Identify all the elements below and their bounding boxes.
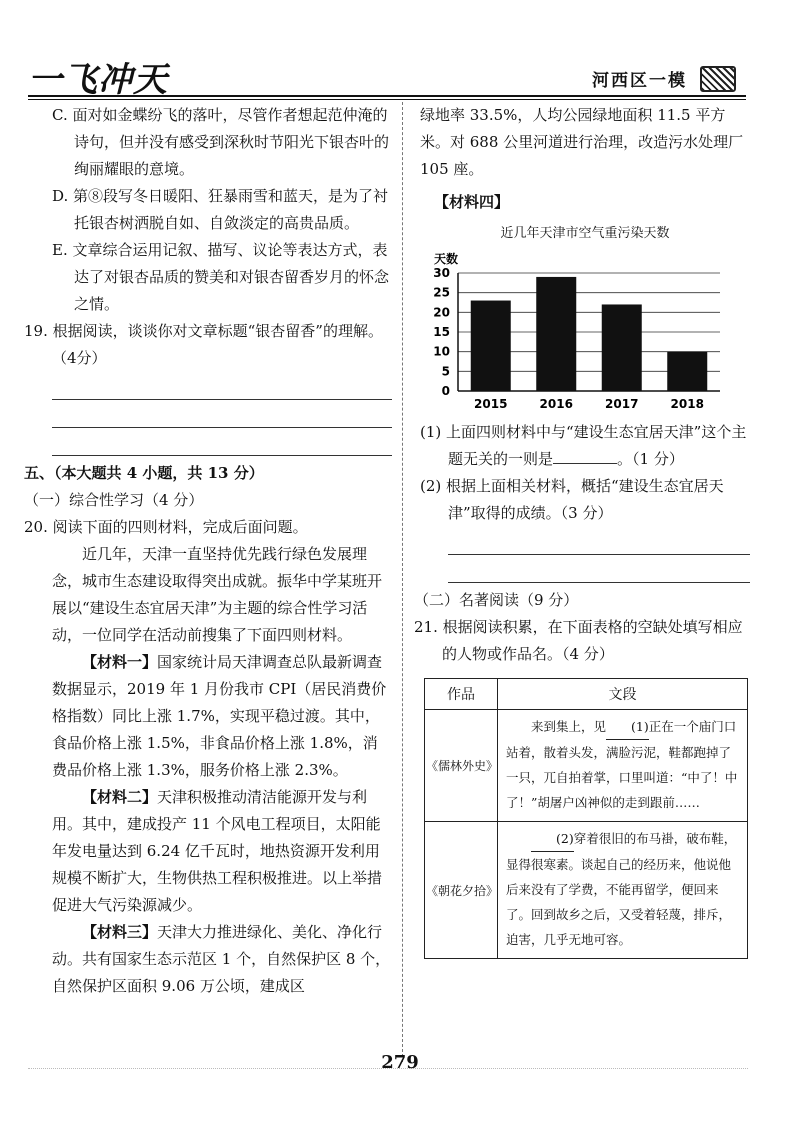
answer-line[interactable] — [52, 400, 392, 428]
x-tick-label: 2015 — [474, 397, 508, 411]
material-3-label: 【材料三】 — [82, 923, 158, 941]
y-tick-label: 10 — [433, 344, 450, 359]
y-tick-label: 30 — [433, 266, 450, 280]
answer-line[interactable] — [52, 428, 392, 456]
bar-2015 — [471, 301, 511, 391]
option-c: C. 面对如金蝶纷飞的落叶，尽管作者想起范仲淹的诗句，但并没有感受到深秋时节阳光下银杏叶的绚丽耀眼的意境。 — [52, 106, 390, 178]
sub-question-1-end: 。（1 分） — [617, 450, 684, 468]
y-axis-label: 天数 — [434, 252, 459, 266]
option-e: E. 文章综合运用记叙、描写、议论等表达方式，表达了对银杏品质的赞美和对银杏留香岁月的怀念之情。 — [52, 241, 390, 313]
table-row — [425, 822, 748, 959]
bars — [471, 277, 708, 391]
passage — [498, 710, 748, 822]
question-20: 20. 阅读下面的四则材料，完成后面问题。 — [24, 518, 308, 536]
header-rule — [28, 95, 746, 97]
passage — [498, 822, 748, 959]
sub-question-2: (2) 根据上面相关材料，概括“建设生态宜居天津”取得的成绩。（3 分） — [420, 477, 724, 522]
material-3-text: 天津大力推进绿化、美化、净化行动。共有国家生态示范区 1 个，自然保护区 8 个，自然保护区面积 9.06 万公顷，建成区 — [52, 923, 391, 995]
answer-line[interactable] — [52, 372, 392, 400]
sub-question-1 — [420, 419, 750, 473]
intro-paragraph: 近几年，天津一直坚持优先践行绿色发展理念，城市生态建设取得突出成就。振华中学某班开展以“建设生态宜居天津”为主题的综合性学习活动，一位同学在活动前搜集了下面四则材料。 — [52, 545, 383, 644]
chart-title: 近几年天津市空气重污染天数 — [500, 226, 670, 241]
section-5-heading: 五、（本大题共 4 小题，共 13 分） — [24, 464, 264, 482]
table-header-work: 作品 — [425, 679, 498, 710]
y-tick-label: 15 — [433, 325, 450, 339]
right-column — [414, 102, 750, 959]
material-4-label: 【材料四】 — [434, 193, 510, 211]
material-1-text: 国家统计局天津调查总队最新调查数据显示，2019 年 1 月份我市 CPI（居民消费价格指数）同比上涨 1.7%，实现平稳过渡。其中，食品价格上涨 1.5%，非食品价格上涨 1.8%，消费品价格上涨 1.3%，服务价格上涨 2.3%。 — [52, 653, 387, 779]
bar-2017 — [602, 304, 642, 391]
table-row — [425, 710, 748, 822]
brand-logo: 一飞冲天 — [28, 60, 168, 100]
work-name: 《朝花夕拾》 — [425, 822, 498, 959]
material-3-continued: 绿地率 33.5%，人均公园绿地面积 11.5 平方米。对 688 公里河道进行治理，改造污水处理厂 105 座。 — [420, 106, 744, 178]
decorative-badge-icon — [700, 66, 736, 92]
material-2-label: 【材料二】 — [82, 788, 158, 806]
y-tick-labels — [433, 266, 450, 398]
question-19: 19. 根据阅读，谈谈你对文章标题“银杏留香”的理解。（4分） — [24, 322, 383, 367]
passage-post: 正在一个庙门口站着，散着头发，满脸污泥，鞋都跑掉了一只，兀自拍着掌，口里叫道：“中了！中了！”胡屠户凶神似的走到跟前…… — [506, 719, 738, 810]
page-number: 279 — [381, 1052, 419, 1073]
x-tick-label: 2018 — [670, 397, 704, 411]
material-2 — [52, 784, 392, 919]
header-rule-thin — [28, 99, 746, 100]
answer-line[interactable] — [448, 555, 750, 583]
work-name: 《儒林外史》 — [425, 710, 498, 822]
answer-line[interactable] — [448, 527, 750, 555]
y-tick-label: 20 — [433, 305, 450, 320]
fill-blank-1[interactable]: (1) — [606, 714, 649, 740]
y-tick-label: 5 — [441, 364, 450, 379]
passage-post: 穿着很旧的布马褂，破布鞋，显得很寒素。谈起自己的经历来，他说他后来没有了学费，不能再留学，便回来了。回到故乡之后，又受着轻蔑，排斥，迫害，几乎无地可容。 — [506, 831, 737, 947]
answer-blank[interactable] — [553, 463, 617, 464]
works-table — [424, 678, 748, 959]
material-1-label: 【材料一】 — [82, 653, 158, 671]
region-title: 河西区一模 — [592, 71, 687, 91]
y-tick-label: 25 — [433, 285, 450, 300]
bar-2018 — [667, 352, 707, 391]
option-d: D. 第⑧段写冬日暖阳、狂暴雨雪和蓝天，是为了衬托银杏树洒脱自如、自敛淡定的高贵品质。 — [52, 187, 389, 232]
material-2-text: 天津积极推动清洁能源开发与利用。其中，建成投产 11 个风电工程项目，太阳能年发电量达到 6.24 亿千瓦时，地热资源开发利用规模不断扩大，生物供热工程积极推进。以上举措促进大气污染源减少。 — [52, 788, 383, 914]
table-header-passage: 文段 — [498, 679, 748, 710]
subsection-2-heading: （二）名著阅读（9 分） — [414, 591, 579, 609]
bar-chart — [420, 241, 750, 411]
subsection-heading: （一）综合性学习（4 分） — [24, 491, 204, 509]
left-column — [24, 102, 392, 1000]
x-tick-labels — [474, 397, 704, 411]
fill-blank-2[interactable]: (2) — [531, 826, 574, 852]
column-divider — [402, 102, 403, 1062]
material-1 — [52, 649, 392, 784]
x-tick-label: 2017 — [605, 397, 639, 411]
y-tick-label: 0 — [441, 384, 450, 398]
sub-question-1-text: (1) 上面四则材料中与“建设生态宜居天津”这个主题无关的一则是 — [420, 423, 747, 468]
question-21: 21. 根据阅读积累，在下面表格的空缺处填写相应的人物或作品名。（4 分） — [414, 618, 743, 663]
material-3 — [52, 919, 392, 1000]
bar-2016 — [536, 277, 576, 391]
x-tick-label: 2016 — [539, 397, 573, 411]
table-header-row — [425, 679, 748, 710]
passage-pre: 来到集上，见 — [531, 719, 607, 734]
